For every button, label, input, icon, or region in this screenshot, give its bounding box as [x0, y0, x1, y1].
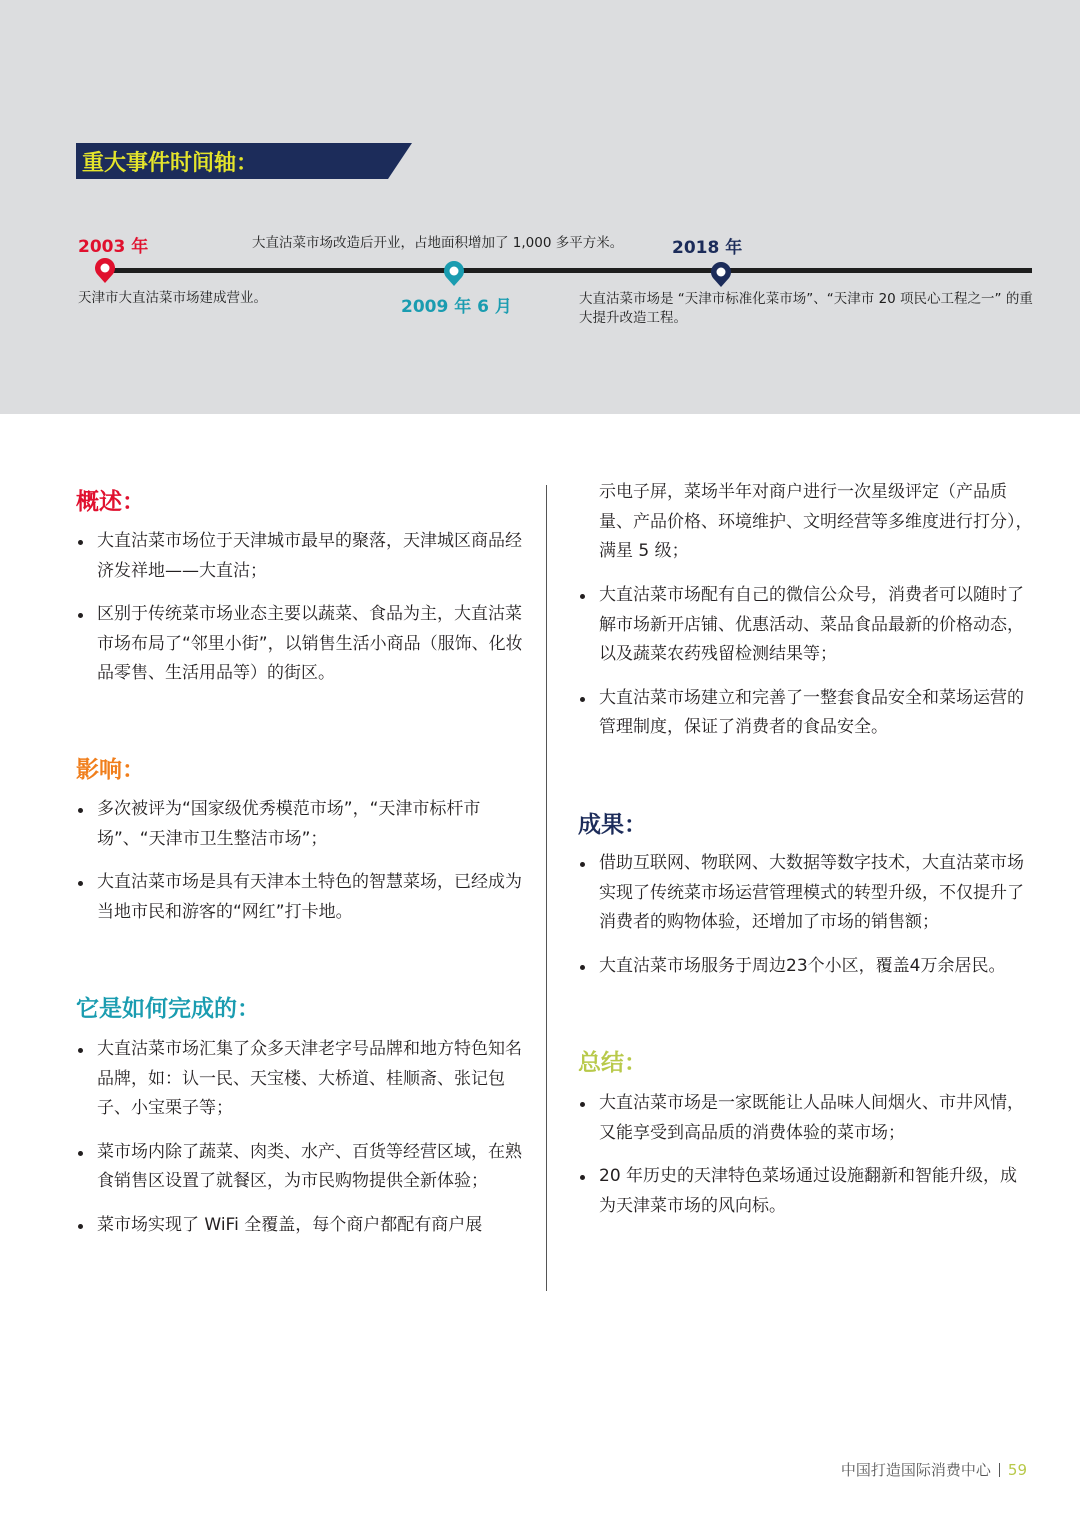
list-item: 借助互联网、物联网、大数据等数字技术，大直沽菜市场实现了传统菜市场运营管理模式的转型升级，不仅提升了消费者的购物体验，还增加了市场的销售额；: [578, 849, 1033, 938]
page-footer: [841, 1459, 1027, 1480]
list-item: 菜市场内除了蔬菜、肉类、水产、百货等经营区域，在熟食销售区设置了就餐区，为市民购物提供全新体验；: [76, 1138, 530, 1197]
how-list-continued: [578, 581, 1033, 757]
timeline-year-2018: 2018 年: [672, 238, 743, 258]
timeline-desc-2009: 大直沽菜市场改造后开业，占地面积增加了 1,000 多平方米。: [252, 235, 624, 251]
impact-list: [76, 795, 530, 941]
summary-title: 总结：: [578, 1050, 647, 1076]
list-item: 大直沽菜市场建立和完善了一整套食品安全和菜场运营的管理制度，保证了消费者的食品安全。: [578, 684, 1033, 743]
footer-separator: [999, 1463, 1000, 1477]
timeline-pin-2009: [442, 259, 466, 287]
list-item: 多次被评为“国家级优秀模范市场”，“天津市标杆市场”、“天津市卫生整洁市场”；: [76, 795, 530, 854]
timeline-year-2009: 2009 年 6 月: [401, 297, 512, 317]
list-item: 大直沽菜市场是一家既能让人品味人间烟火、市井风情，又能享受到高品质的消费体验的菜市场；: [578, 1089, 1033, 1148]
list-item: 大直沽菜市场配有自己的微信公众号，消费者可以随时了解市场新开店铺、优惠活动、菜品食品最新的价格动态，以及蔬菜农药残留检测结果等；: [578, 581, 1033, 670]
impact-title: 影响：: [76, 757, 145, 783]
how-title: 它是如何完成的：: [76, 996, 260, 1022]
timeline-pin-2003: [93, 256, 117, 284]
list-item: 20 年历史的天津特色菜场通过设施翻新和智能升级，成为天津菜市场的风向标。: [578, 1162, 1033, 1221]
timeline-desc-2018: 大直沽菜市场是 “天津市标准化菜市场”、“天津市 20 项民心工程之一” 的重大提升改造工程。: [579, 291, 1033, 326]
column-divider: [546, 485, 547, 1291]
overview-list: [76, 527, 530, 703]
list-item: 菜市场实现了 WiFi 全覆盖，每个商户都配有商户展: [76, 1211, 530, 1241]
list-item: 大直沽菜市场服务于周边23个小区，覆盖4万余居民。: [578, 952, 1033, 982]
list-item: 大直沽菜市场是具有天津本土特色的智慧菜场，已经成为当地市民和游客的“网红”打卡地。: [76, 868, 530, 927]
timeline-desc-2003: 天津市大直沽菜市场建成营业。: [78, 290, 267, 306]
publication-title: 中国打造国际消费中心: [840, 1461, 991, 1479]
timeline-heading-flag: [76, 143, 412, 179]
overview-title: 概述：: [76, 489, 145, 515]
page-number: 59: [1007, 1461, 1027, 1479]
timeline-band: [0, 0, 1080, 414]
timeline-pin-2018: [709, 260, 733, 288]
how-list: [76, 1035, 530, 1254]
timeline-year-2003: 2003 年: [78, 237, 149, 257]
timeline-heading: 重大事件时间轴：: [82, 151, 259, 176]
results-title: 成果：: [578, 812, 647, 838]
list-item: 大直沽菜市场位于天津城市最早的聚落，天津城区商品经济发祥地——大直沽；: [76, 527, 530, 586]
how-continuation: 示电子屏，菜场半年对商户进行一次星级评定（产品质量、产品价格、环境维护、文明经营等多维度进行打分），满星 5 级；: [599, 482, 1033, 561]
list-item: 大直沽菜市场汇集了众多天津老字号品牌和地方特色知名品牌，如：认一民、天宝楼、大桥道、桂顺斋、张记包子、小宝栗子等；: [76, 1035, 530, 1124]
results-list: [578, 849, 1033, 995]
timeline-axis: [104, 268, 1032, 273]
list-item: 区别于传统菜市场业态主要以蔬菜、食品为主，大直沽菜市场布局了“邻里小街”，以销售生活小商品（服饰、化妆品零售、生活用品等）的街区。: [76, 600, 530, 689]
summary-list: [578, 1089, 1033, 1235]
